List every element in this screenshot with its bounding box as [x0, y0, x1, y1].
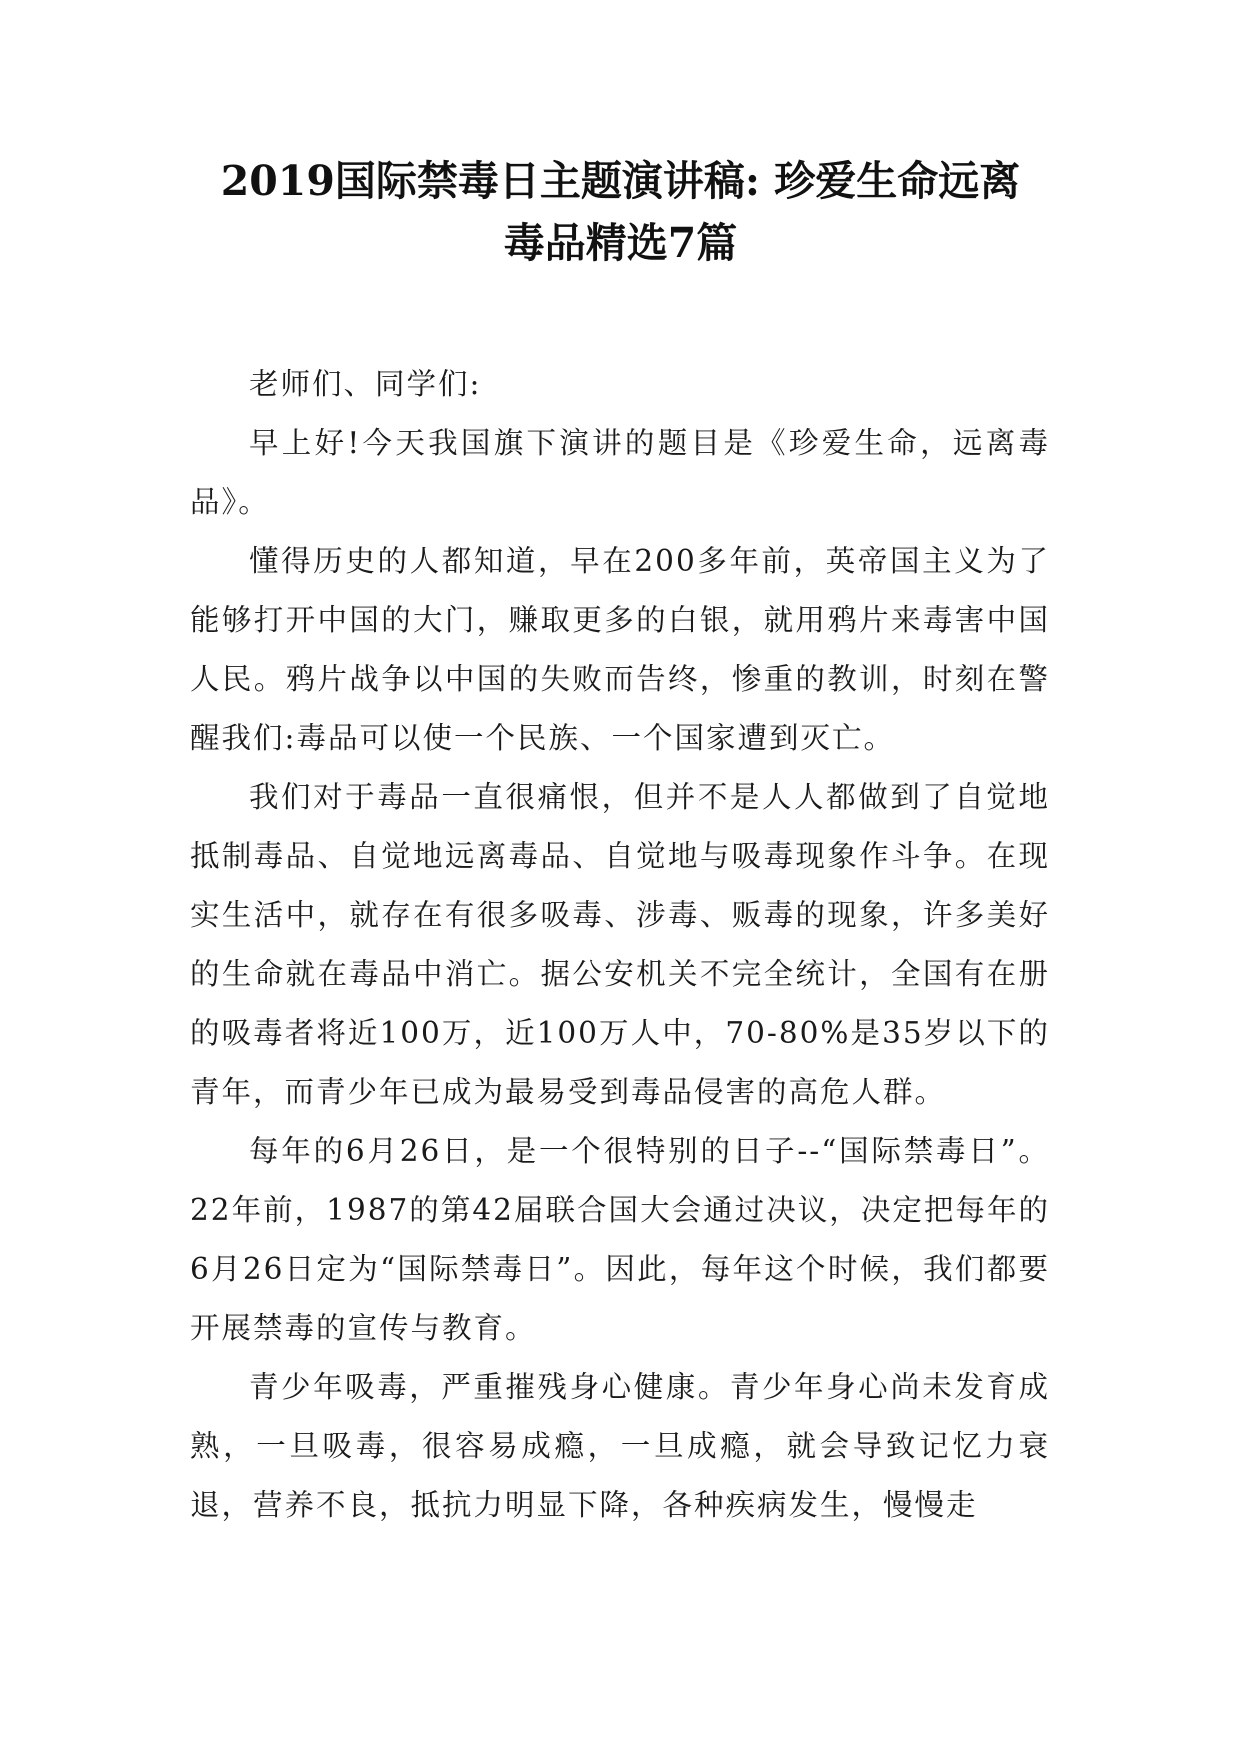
- document-body: [190, 355, 1050, 1535]
- title-line-2: 毒品精选7篇: [503, 219, 738, 267]
- document-title: [150, 150, 1091, 274]
- paragraph-reality: 我们对于毒品一直很痛恨，但并不是人人都做到了自觉地抵制毒品、自觉地远离毒品、自觉地与吸毒现象作斗争。在现实生活中，就存在有很多吸毒、涉毒、贩毒的现象，许多美好的生命就在毒品中消亡。据公安机关不完全统计，全国有在册的吸毒者将近100万，近100万人中，70-80%是35岁以下的青年，而青少年已成为最易受到毒品侵害的高危人群。: [190, 780, 1050, 1109]
- title-line-1: 2019国际禁毒日主题演讲稿: 珍爱生命远离: [220, 157, 1021, 205]
- paragraph-drug-day: 每年的6月26日，是一个很特别的日子--“国际禁毒日”。22年前，1987的第42届联合国大会通过决议，决定把每年的6月26日定为“国际禁毒日”。因此，每年这个时候，我们都要开展禁毒的宣传与教育。: [190, 1134, 1050, 1345]
- paragraph-greeting: 老师们、同学们:: [249, 367, 482, 401]
- paragraph-youth: 青少年吸毒，严重摧残身心健康。青少年身心尚未发育成熟，一旦吸毒，很容易成瘾，一旦成瘾，就会导致记忆力衰退，营养不良，抵抗力明显下降，各种疾病发生，慢慢走: [190, 1370, 1050, 1522]
- paragraph-history: 懂得历史的人都知道，早在200多年前，英帝国主义为了能够打开中国的大门，赚取更多的白银，就用鸦片来毒害中国人民。鸦片战争以中国的失败而告终，惨重的教训，时刻在警醒我们:毒品可以使一个民族、一个国家遭到灭亡。: [190, 544, 1050, 755]
- paragraph-opening: 早上好!今天我国旗下演讲的题目是《珍爱生命，远离毒品》。: [190, 426, 1050, 519]
